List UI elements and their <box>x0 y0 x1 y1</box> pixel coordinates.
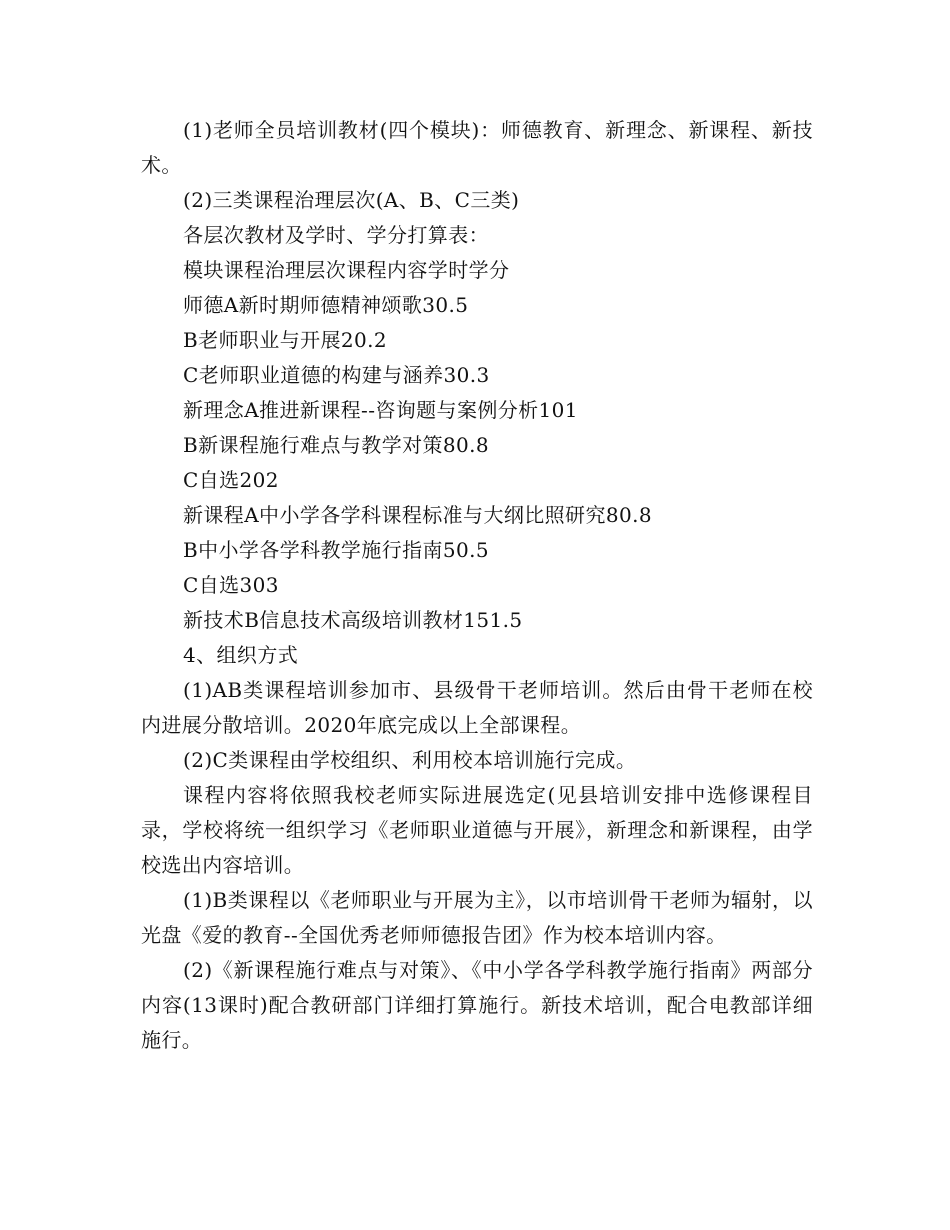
paragraph-table-row: B新课程施行难点与教学对策80.8 <box>183 433 490 457</box>
paragraph-table-row: B老师职业与开展20.2 <box>183 328 388 352</box>
paragraph-course-content: 课程内容将依照我校老师实际进展选定(见县培训安排中选修课程目录，学校将统一组织学习《老师职业道德与开展》，新理念和新课程，由学校选出内容培训。 <box>141 783 813 877</box>
paragraph-teacher-training-materials: (1)老师全员培训教材(四个模块)：师德教育、新理念、新课程、新技术。 <box>141 118 813 177</box>
paragraph-table-row: C自选303 <box>183 573 279 597</box>
paragraph-table-row: 新理念A推进新课程--咨询题与案例分析101 <box>183 398 578 422</box>
section-heading-organization: 4、组织方式 <box>183 643 299 667</box>
document-body <box>141 113 813 1058</box>
paragraph-table-row: 新技术B信息技术高级培训教材151.5 <box>183 608 523 632</box>
paragraph-b-course-focus: (1)B类课程以《老师职业与开展为主》，以市培训骨干老师为辐射，以光盘《爱的教育--全国优秀老师师德报告团》作为校本培训内容。 <box>141 888 813 947</box>
paragraph-table-row: C自选202 <box>183 468 279 492</box>
paragraph-table-header: 模块课程治理层次课程内容学时学分 <box>183 258 510 282</box>
paragraph-table-row: B中小学各学科教学施行指南50.5 <box>183 538 490 562</box>
paragraph-ab-course-training: (1)AB类课程培训参加市、县级骨干老师培训。然后由骨干老师在校内进展分散培训。2020年底完成以上全部课程。 <box>141 678 813 737</box>
paragraph-plan-table-title: 各层次教材及学时、学分打算表： <box>183 223 489 247</box>
paragraph-table-row: C老师职业道德的构建与涵养30.3 <box>183 363 490 387</box>
paragraph-implementation: (2)《新课程施行难点与对策》、《中小学各学科教学施行指南》两部分内容(13课时)配合教研部门详细打算施行。新技术培训，配合电教部详细施行。 <box>141 958 813 1052</box>
paragraph-c-course-training: (2)C类课程由学校组织、利用校本培训施行完成。 <box>183 748 637 772</box>
paragraph-table-row: 师德A新时期师德精神颂歌30.5 <box>183 293 469 317</box>
paragraph-table-row: 新课程A中小学各学科课程标准与大纲比照研究80.8 <box>183 503 652 527</box>
paragraph-course-levels: (2)三类课程治理层次(A、B、C三类) <box>183 188 520 212</box>
